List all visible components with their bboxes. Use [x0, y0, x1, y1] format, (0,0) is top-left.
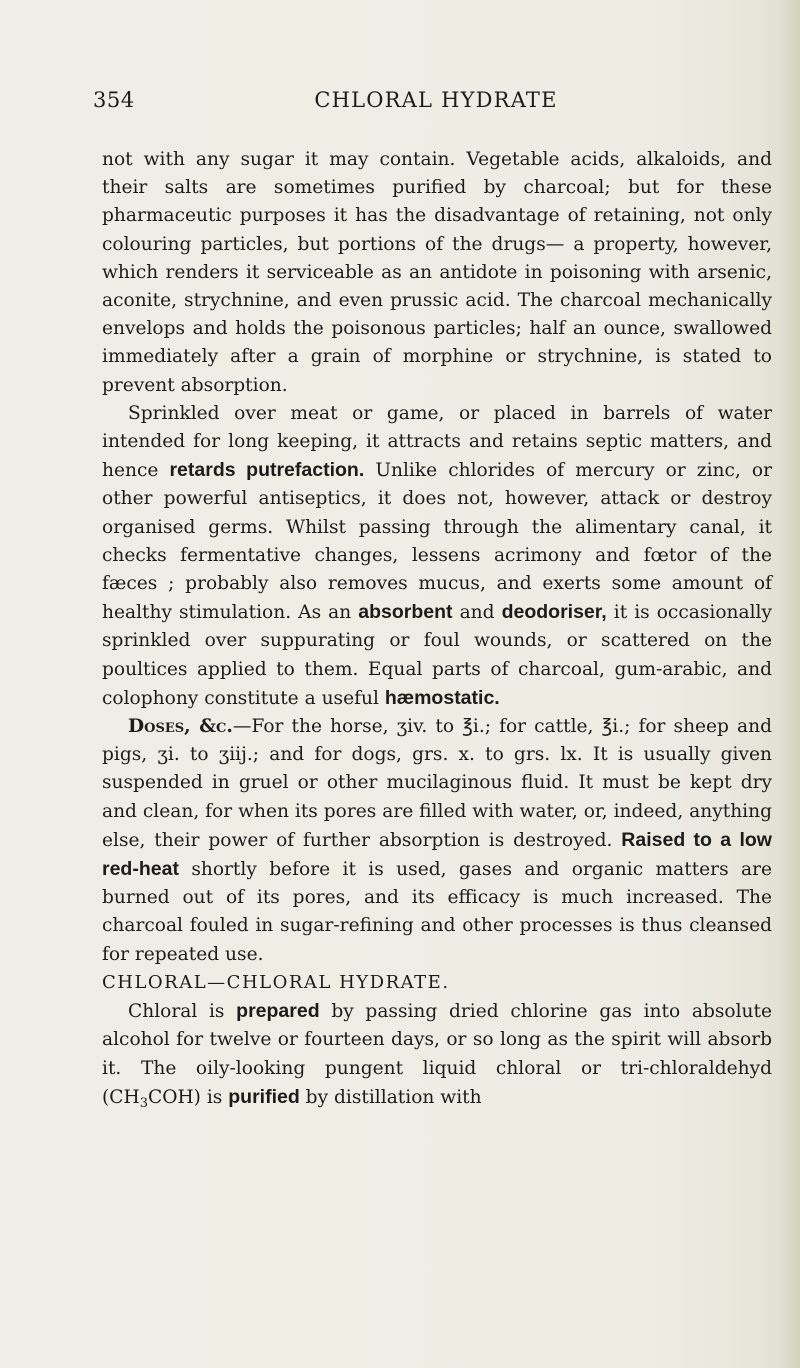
- emphasis-deodoriser: deodoriser,: [501, 601, 607, 624]
- page-edge-shadow: [778, 0, 800, 1368]
- text-run: shortly before it is used, gases and organic matters are burned out of its pores, and its efficacy is much increased. The charcoal fouled in sugar-refining and other processes is thus cleansed for repeated use.: [102, 859, 772, 965]
- body-text: [102, 146, 772, 1112]
- text-run: it is occasionally sprinkled over suppurating or foul wounds, or scattered on the poultices applied to them. Equal parts of charcoal, gum-arabic, and colophony constitute a useful: [102, 602, 772, 709]
- page-number: 354: [93, 88, 135, 112]
- text-run: Unlike chlorides of mercury or zinc, or other powerful antiseptics, it does not, however, attack or destroy organised germs. Whilst passing through the alimentary canal, it checks fermentative changes, lessens acrimony and fœtor of the fæces ; probably also removes mucus, and exerts some amount of healthy stimulation. As an: [102, 460, 772, 624]
- paragraph-charcoal-antiseptic: [102, 400, 772, 713]
- formula-subscript: 3: [139, 1095, 148, 1111]
- text-run: —For the horse, ʒiv. to ℥i.; for cattle, ℥i.; for sheep and pigs, ʒi. to ʒiij.; and for dogs, grs. x. to grs. lx. It is usually given suspended in gruel or other mucilaginous fluid. It must be kept dry and clean, for when its pores are filled with water, or, indeed, anything else, their power of further absorption is destroyed.: [102, 716, 772, 851]
- running-title: CHLORAL HYDRATE: [314, 88, 558, 112]
- text-run: and: [459, 602, 495, 624]
- doses-lead: Doses, &c.: [128, 716, 233, 738]
- paragraph-chloral-preparation: [102, 997, 772, 1112]
- emphasis-prepared: prepared: [236, 1000, 320, 1023]
- text-run: by passing dried chlorine gas into absolute alcohol for twelve or fourteen days, or so long as the spirit will absorb it. The oily-looking pungent liquid chloral or tri-chloraldehyd (CH: [102, 1001, 772, 1108]
- text-run: Sprinkled over meat or game, or placed in barrels of water intended for long keeping, it attracts and retains septic matters, and hence: [102, 402, 772, 482]
- text-run: Chloral is: [128, 1001, 225, 1023]
- emphasis-absorbent: absorbent: [358, 601, 453, 624]
- emphasis-retards-putrefaction: retards putrefaction.: [169, 459, 365, 482]
- emphasis-raised-red-heat: Raised to a low red-heat: [102, 828, 772, 881]
- emphasis-haemostatic: hæmostatic.: [384, 686, 500, 709]
- emphasis-purified: purified: [228, 1085, 300, 1108]
- paragraph-charcoal-purification: not with any sugar it may contain. Vegetable acids, alkaloids, and their salts are sometimes purified by charcoal; but for these pharmaceutic purposes it has the disadvantage of retaining, not only colouring particles, but portions of the drugs— a property, however, which renders it serviceable as an antidote in poisoning with arsenic, aconite, strychnine, and even prussic acid. The charcoal mechanically envelops and holds the poisonous particles; half an ounce, swallowed immediately after a grain of morphine or strychnine, is stated to prevent absorption.: [102, 149, 772, 396]
- page-header: [93, 88, 779, 118]
- section-heading: CHLORAL—CHLORAL HYDRATE.: [102, 971, 450, 993]
- paragraph-doses: [102, 713, 772, 969]
- text-run: by distillation with: [305, 1086, 482, 1108]
- text-run: COH) is: [147, 1086, 223, 1108]
